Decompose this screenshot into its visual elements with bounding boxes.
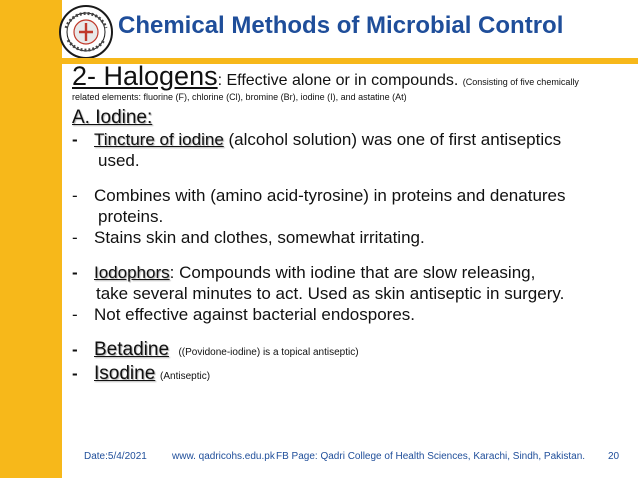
college-seal-icon <box>58 4 114 60</box>
subsection-title: A. Iodine: <box>72 107 153 128</box>
left-accent-bar <box>0 0 62 478</box>
bullet-rest: : Compounds with iodine that are slow releasing, <box>169 263 536 282</box>
term-isodine: Isodine <box>94 363 156 384</box>
bullet-text: Combines with (amino acid-tyrosine) in proteins and denatures <box>94 186 566 205</box>
bullet-item <box>72 129 632 150</box>
bullet-dash: - <box>72 228 78 247</box>
bullet-dash: - <box>72 186 78 205</box>
footer-website: www. qadricohs.edu.pk <box>172 451 275 462</box>
bullet-text <box>94 339 359 363</box>
bullet-item <box>72 262 632 283</box>
slide-content <box>72 62 632 387</box>
bullet-continued: proteins. <box>98 207 164 226</box>
heading-note: (Consisting of five chemically <box>462 77 579 87</box>
bullet-dash: - <box>72 340 78 359</box>
bullet-continued: used. <box>98 151 140 170</box>
bullet-item <box>72 185 632 206</box>
term-tincture-of-iodine: Tincture of iodine <box>94 130 224 149</box>
bullet-rest: (alcohol solution) was one of first antiseptics <box>223 130 562 149</box>
bullet-item <box>72 304 632 325</box>
betadine-note: ((Povidone-iodine) is a topical antiseptic) <box>178 347 359 358</box>
bullet-text <box>94 363 210 387</box>
bullet-continued: take several minutes to act. Used as skin antiseptic in surgery. <box>96 284 565 303</box>
footer-fb-page: FB Page: Qadri College of Health Sciences, Karachi, Sindh, Pakistan. <box>276 451 586 462</box>
bullet-item <box>72 227 632 248</box>
bullet-text <box>94 129 561 150</box>
isodine-note: (Antiseptic) <box>160 371 211 382</box>
heading-rest: : Effective alone or in compounds. <box>217 72 459 89</box>
bullet-text: Stains skin and clothes, somewhat irritating. <box>94 228 425 247</box>
slide-title: Chemical Methods of Microbial Control <box>118 12 564 39</box>
footer-date: Date:5/4/2021 <box>84 451 147 462</box>
bullet-dash: - <box>72 305 78 324</box>
heading-note-continued: related elements: fluorine (F), chlorine (Cl), bromine (Br), iodine (I), and astatine (At) <box>72 92 407 102</box>
page-number: 20 <box>608 451 620 462</box>
bullet-dash: - <box>72 364 78 383</box>
heading-main: 2- Halogens <box>72 61 218 91</box>
bullet-text <box>94 262 535 283</box>
bullet-dash: - <box>72 130 78 149</box>
bullet-text: Not effective against bacterial endospores. <box>94 305 415 324</box>
bullet-dash: - <box>72 263 78 282</box>
bullet-item <box>72 363 632 387</box>
term-betadine: Betadine <box>94 339 170 360</box>
term-iodophors: Iodophors <box>94 263 170 282</box>
bullet-item <box>72 339 632 363</box>
section-heading <box>72 62 632 96</box>
